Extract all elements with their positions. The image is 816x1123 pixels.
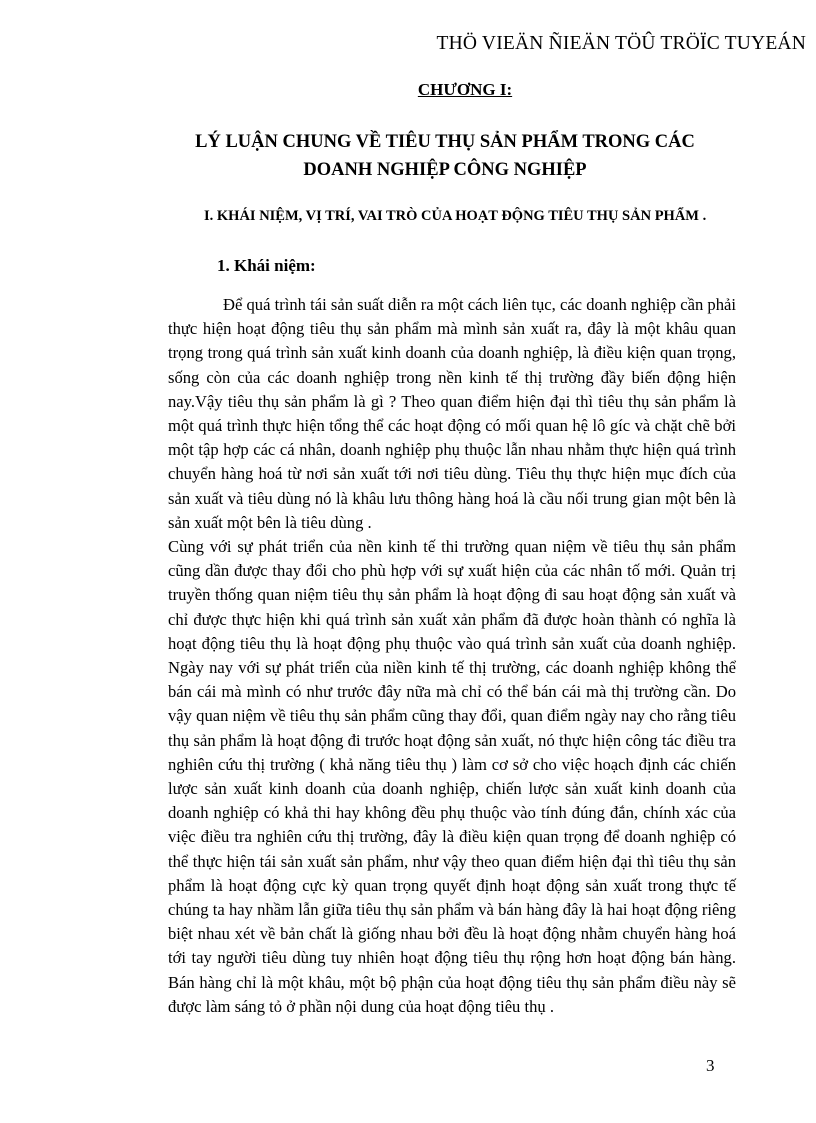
page-number: 3 xyxy=(706,1056,715,1075)
library-watermark: THÖ VIEÄN ÑIEÄN TÖÛ TRÖÏC TUYEÁN xyxy=(436,33,806,54)
chapter-title-line-1: LÝ LUẬN CHUNG VỀ TIÊU THỤ SẢN PHẨM TRONG CÁC xyxy=(195,132,695,152)
chapter-title xyxy=(0,128,816,184)
subsection-heading: 1. Khái niệm: xyxy=(217,256,316,275)
paragraph-1: Để quá trình tái sản suất diễn ra một cách liên tục, các doanh nghiệp cần phải thực hiện hoạt động tiêu thụ sản phẩm mà mình sản xuất ra, đây là một khâu quan trọng trong quá trình sản xuất kinh doanh của doanh nghiệp, là điều kiện quan trọng, sống còn của các doanh nghiệp trong nền kinh tế thị trường đầy biến động hiện nay.Vậy tiêu thụ sản phẩm là gì ? Theo quan điểm hiện đại thì tiêu thụ sản phẩm là một quá trình thực hiện tổng thể các hoạt động có mối quan hệ lô gíc và chặt chẽ bởi một tập hợp các cá nhân, doanh nghiệp phụ thuộc lẫn nhau nhằm thực hiện quá trình chuyển hàng hoá từ nơi sản xuất tới nơi tiêu dùng. Tiêu thụ thực hiện mục đích của sản xuất và tiêu dùng nó là khâu lưu thông hàng hoá là cầu nối trung gian một bên là sản xuất một bên là tiêu dùng . xyxy=(168,295,736,532)
section-heading: I. KHÁI NIỆM, VỊ TRÍ, VAI TRÒ CỦA HOẠT ĐỘNG TIÊU THỤ SẢN PHẨM . xyxy=(204,208,707,224)
chapter-heading: CHƯƠNG I: xyxy=(417,80,513,99)
body-text xyxy=(168,293,736,1019)
paragraph-2: Cùng với sự phát triển của nền kinh tế thi trường quan niệm về tiêu thụ sản phẩm cũng dần được thay đổi cho phù hợp với sự xuất hiện của các nhân tố mới. Quản trị truyền thống quan niệm tiêu thụ sản phẩm là hoạt động đi sau hoạt động sản xuất và chỉ được thực hiện khi quá trình sản xuất xản phẩm đã được hoàn thành có nghĩa là hoạt động tiêu thụ là hoạt động phụ thuộc vào quá trình sản xuất của doanh nghiệp. Ngày nay với sự phát triển của niền kinh tế thị trường, các doanh nghiệp không thể bán cái mà mình có như trước đây nữa mà chỉ có thể bán cái mà thị trường cần. Do vậy quan niệm về tiêu thụ sản phẩm cũng thay đổi, quan điểm ngày nay cho rằng tiêu thụ sản phẩm là hoạt động đi trước hoạt động sản xuất, nó thực hiện công tác điều tra nghiên cứu thị trường ( khả năng tiêu thụ ) làm cơ sở cho việc hoạch định các chiến lược sản xuất kinh doanh của doanh nghiệp, chiến lược sản xuất kinh doanh của doanh nghiệp có khả thi hay không đều phụ thuộc vào tính đúng đắn, chính xác của việc điều tra nghiên cứu thị trường, đây là điều kiện quan trọng để doanh nghiệp có thể thực hiện tái sản xuất sản phẩm, như vậy theo quan điểm hiện đại thì tiêu thụ sản phẩm là hoạt động cực kỳ quan trọng quyết định hoạt động sản xuất trong thực tế chúng ta hay nhầm lẫn giữa tiêu thụ sản phẩm và bán hàng đây là hai hoạt động riêng biệt nhau xét về bản chất là giống nhau bởi đều là hoạt động nhằm chuyển hàng hoá tới tay người tiêu dùng tuy nhiên hoạt động tiêu thụ rộng hơn hoạt động bán hàng. Bán hàng chỉ là một khâu, một bộ phận của hoạt động tiêu thụ sản phẩm điều này sẽ được làm sáng tỏ ở phần nội dung của hoạt động tiêu thụ . xyxy=(168,537,736,1016)
chapter-title-line-2: DOANH NGHIỆP CÔNG NGHIỆP xyxy=(303,160,587,180)
